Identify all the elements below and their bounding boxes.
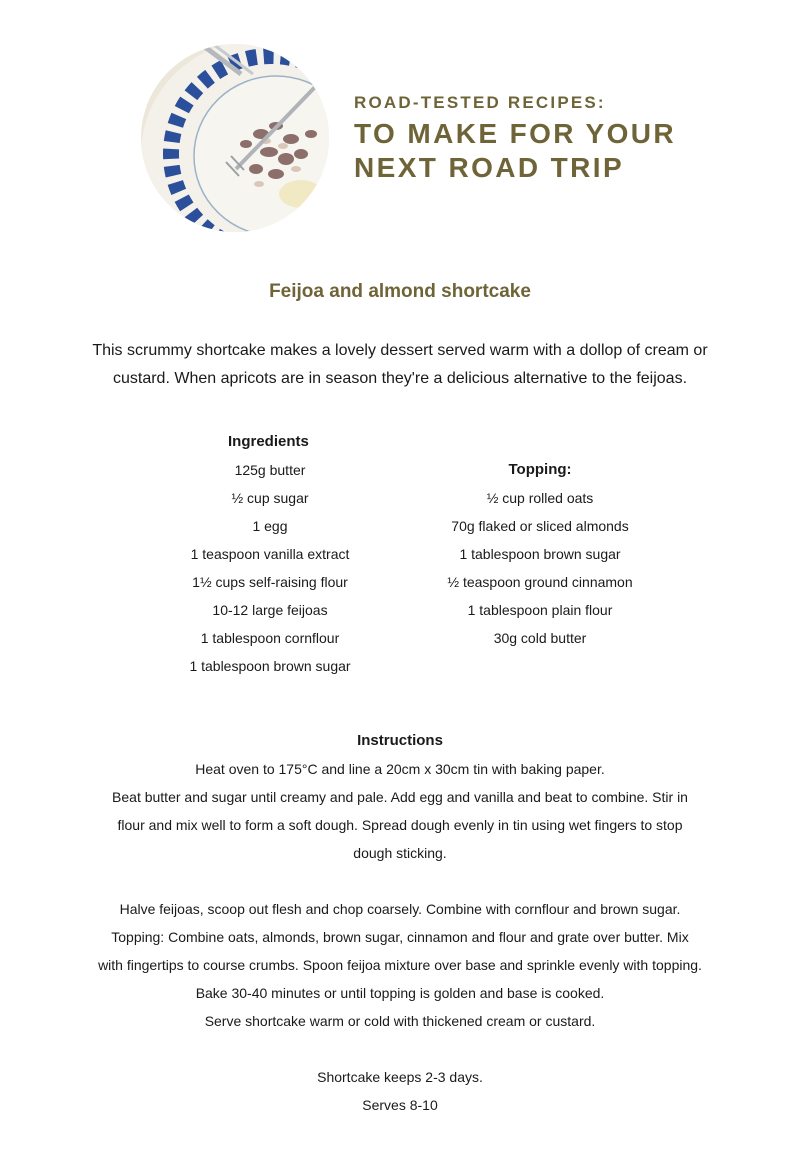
ingredient-item: 1 egg xyxy=(252,518,288,534)
instruction-line: dough sticking. xyxy=(353,845,447,861)
ingredients-heading: Ingredients xyxy=(228,433,309,450)
instructions-heading: Instructions xyxy=(357,732,443,749)
recipe-footer xyxy=(0,1063,800,1119)
topping-item: 30g cold butter xyxy=(493,630,587,646)
ingredient-item: 1½ cups self-raising flour xyxy=(192,574,348,590)
ingredient-item: 1 tablespoon cornflour xyxy=(200,630,340,646)
intro-line: This scrummy shortcake makes a lovely dessert served warm with a dollop of cream or xyxy=(92,342,708,359)
ingredients-list xyxy=(150,428,390,680)
topping-list xyxy=(420,456,660,652)
page-header xyxy=(0,0,800,250)
instruction-line: Serve shortcake warm or cold with thickened cream or custard. xyxy=(204,1013,596,1029)
topping-item: ½ teaspoon ground cinnamon xyxy=(447,574,633,590)
recipe-intro xyxy=(60,337,740,393)
topping-item: 1 tablespoon plain flour xyxy=(467,602,613,618)
topping-item: ½ cup rolled oats xyxy=(486,490,594,506)
instruction-line: Bake 30-40 minutes or until topping is golden and base is cooked. xyxy=(195,985,605,1001)
serves-note: Serves 8-10 xyxy=(362,1097,438,1113)
recipe-photo xyxy=(141,44,329,232)
ingredient-item: 1 teaspoon vanilla extract xyxy=(190,546,350,562)
headline-line-1: TO MAKE FOR YOUR xyxy=(354,118,677,149)
headline-line-2: NEXT ROAD TRIP xyxy=(354,152,625,183)
topping-item: 1 tablespoon brown sugar xyxy=(459,546,621,562)
instruction-line: flour and mix well to form a soft dough. Spread dough evenly in tin using wet fingers to stop xyxy=(117,817,683,833)
topping-item: 70g flaked or sliced almonds xyxy=(451,518,629,534)
recipe-title: Feijoa and almond shortcake xyxy=(269,281,531,302)
ingredient-item: ½ cup sugar xyxy=(231,490,309,506)
instruction-line: with fingertips to course crumbs. Spoon feijoa mixture over base and sprinkle evenly with topping. xyxy=(98,957,702,973)
ingredient-item: 1 tablespoon brown sugar xyxy=(189,658,351,674)
topping-heading: Topping: xyxy=(508,461,572,478)
instruction-line: Beat butter and sugar until creamy and pale. Add egg and vanilla and beat to combine. Stir in xyxy=(112,789,688,805)
instruction-line: Topping: Combine oats, almonds, brown sugar, cinnamon and flour and grate over butter. Mix xyxy=(111,929,689,945)
paragraph-gap xyxy=(60,867,740,895)
ingredient-item: 10-12 large feijoas xyxy=(212,602,328,618)
header-headline xyxy=(354,117,676,185)
instructions-section xyxy=(60,727,740,1035)
instruction-line: Heat oven to 175°C and line a 20cm x 30cm tin with baking paper. xyxy=(195,761,605,777)
keeps-note: Shortcake keeps 2-3 days. xyxy=(317,1069,483,1085)
ingredient-item: 125g butter xyxy=(234,462,306,478)
instruction-line: Halve feijoas, scoop out flesh and chop coarsely. Combine with cornflour and brown sugar. xyxy=(119,901,681,917)
intro-line: custard. When apricots are in season they're a delicious alternative to the feijoas. xyxy=(112,370,688,387)
header-eyebrow: ROAD-TESTED RECIPES: xyxy=(354,93,606,112)
